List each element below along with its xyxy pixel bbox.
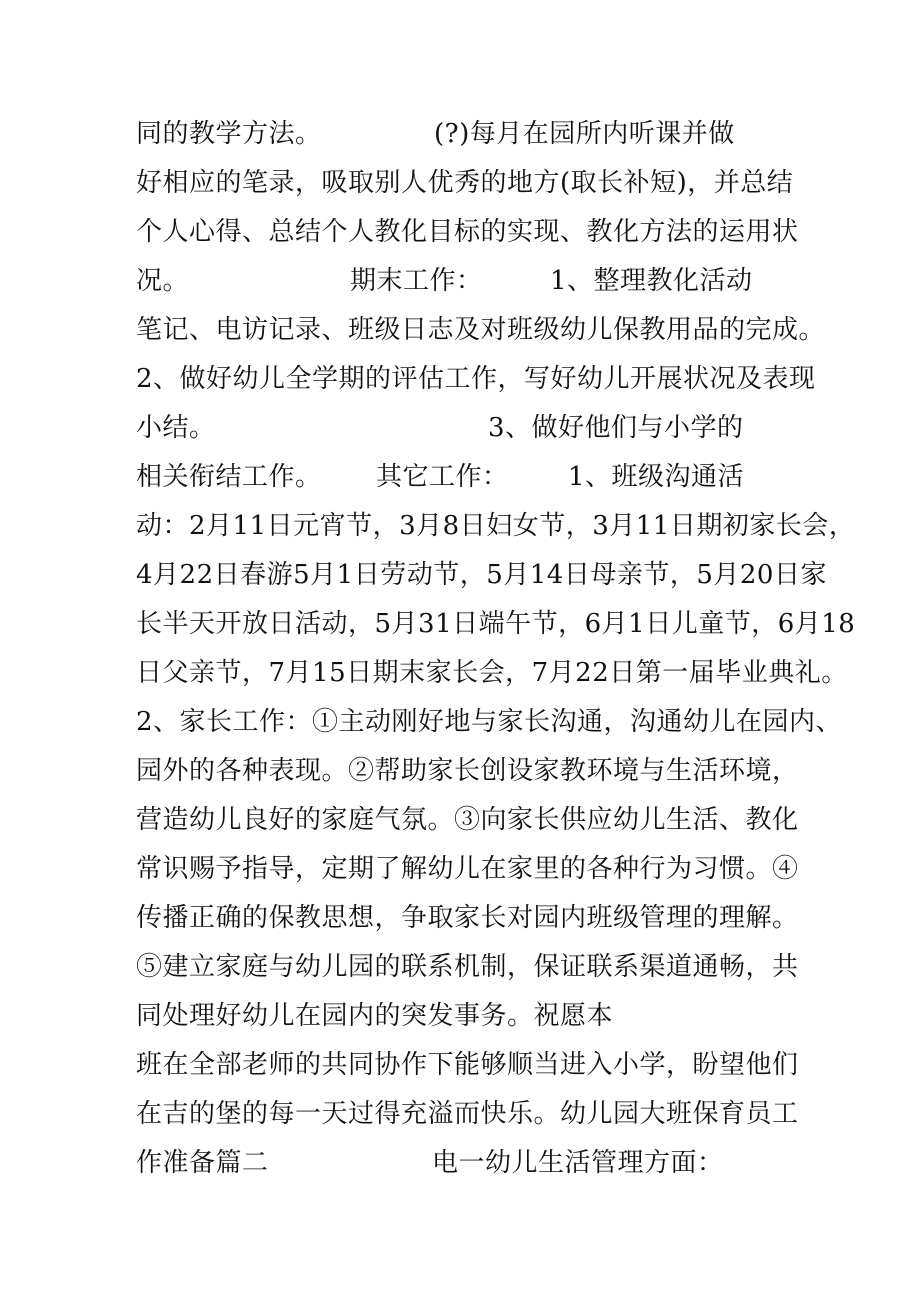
line-segment: (?)每月在园所内听课并做 xyxy=(434,119,735,149)
line-segment: 期末工作： xyxy=(350,266,483,296)
line-segment: 1、班级沟通活 xyxy=(568,462,745,492)
line-segment: 其它工作： xyxy=(376,462,509,492)
line-segment: 笔记、电访记录、班级日志及对班级幼儿保教用品的完成。 xyxy=(136,315,826,345)
line-segment: 相关衔结工作。 xyxy=(136,462,322,492)
line-segment: 长半天开放日活动，5月31日端午节，6月1日儿童节，6月18 xyxy=(136,609,856,639)
line-segment: 传播正确的保教思想，争取家长对园内班级管理的理解。 xyxy=(136,903,799,933)
line-segment: ⑤建立家庭与幼儿园的联系机制，保证联系渠道通畅，共 xyxy=(136,952,799,982)
line-segment: 班在全部老师的共同协作下能够顺当进入小学，盼望他们 xyxy=(136,1050,799,1080)
line-segment: 个人心得、总结个人教化目标的实现、教化方法的运用状 xyxy=(136,217,799,247)
line-segment: 2、家长工作：①主动刚好地与家长沟通，沟通幼儿在园内、 xyxy=(136,707,843,737)
line-segment: 4月22日春游5月1日劳动节，5月14日母亲节，5月20日家 xyxy=(136,560,827,590)
line-segment: 小结。 xyxy=(136,413,216,443)
line-segment: 况。 xyxy=(136,266,190,296)
line-segment: 动：2月11日元宵节，3月8日妇女节，3月11日期初家长会， xyxy=(136,511,856,541)
line-segment: 在吉的堡的每一天过得充溢而快乐。幼儿园大班保育员工 xyxy=(136,1099,799,1129)
line-segment: 电一幼儿生活管理方面： xyxy=(432,1148,724,1178)
text-line xyxy=(136,1147,724,1275)
line-segment: 1、整理教化活动 xyxy=(550,266,753,296)
line-segment: 3、做好他们与小学的 xyxy=(488,413,744,443)
line-segment: 作准备篇二 xyxy=(136,1148,269,1178)
line-segment: 2、做好幼儿全学期的评估工作，写好幼儿开展状况及表现 xyxy=(136,364,816,394)
line-segment: 好相应的笔录，吸取别人优秀的地方(取长补短)，并总结 xyxy=(136,168,794,198)
line-segment: 同处理好幼儿在园内的突发事务。祝愿本 xyxy=(136,1001,614,1031)
line-segment: 常识赐予指导，定期了解幼儿在家里的各种行为习惯。④ xyxy=(136,854,799,884)
line-segment: 营造幼儿良好的家庭气氛。③向家长供应幼儿生活、教化 xyxy=(136,805,799,835)
line-segment: 日父亲节，7月15日期末家长会，7月22日第一届毕业典礼。 xyxy=(136,658,848,688)
line-segment: 园外的各种表现。②帮助家长创设家教环境与生活环境， xyxy=(136,756,799,786)
line-segment: 同的教学方法。 xyxy=(136,119,322,149)
